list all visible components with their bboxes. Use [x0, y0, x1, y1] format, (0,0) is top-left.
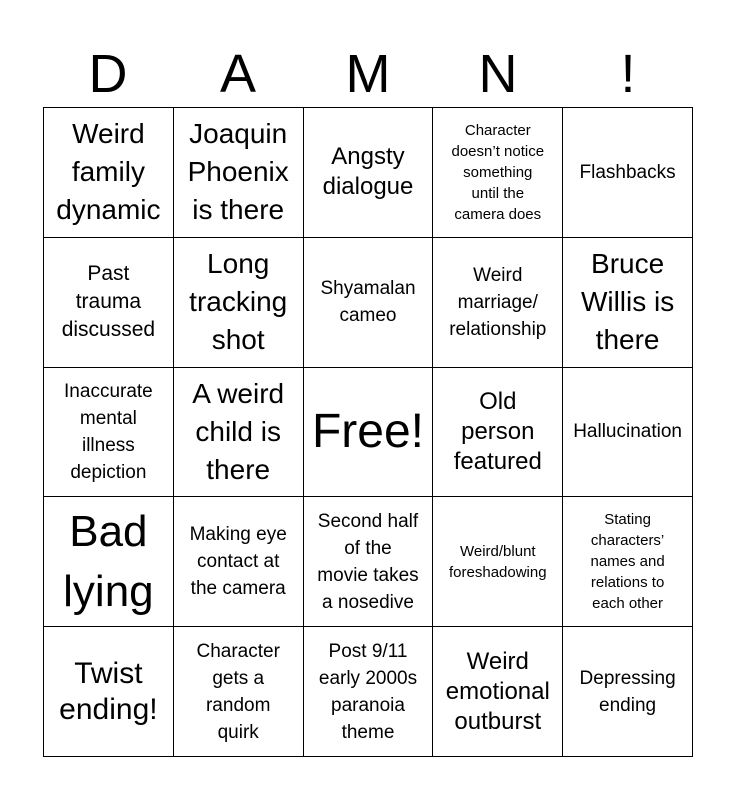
cell-text: Flashbacks [579, 161, 676, 183]
cell-text: Angsty dialogue [322, 143, 414, 201]
cell-text: Making eye contact at the camera [189, 524, 287, 600]
header-letter-exclamation: ! [620, 44, 636, 104]
bingo-cell-free[interactable] [304, 368, 434, 498]
bingo-cell[interactable] [563, 627, 693, 757]
header-letter-m: M [345, 44, 391, 104]
header-letter-n: N [478, 44, 518, 104]
bingo-cell[interactable] [44, 627, 174, 757]
bingo-cell[interactable] [563, 108, 693, 238]
cell-text: A weird child is there [192, 377, 285, 485]
cell-text: Shyamalan cameo [320, 278, 416, 327]
bingo-cell[interactable] [304, 627, 434, 757]
cell-text: Bruce Willis is there [580, 248, 675, 356]
bingo-cell[interactable] [433, 497, 563, 627]
bingo-cell[interactable] [433, 108, 563, 238]
cell-text: Weird/blunt foreshadowing [449, 542, 547, 581]
cell-text: Stating characters’ names and relations to each other [590, 511, 665, 613]
cell-text: Depressing ending [579, 667, 676, 716]
bingo-cell[interactable] [174, 368, 304, 498]
bingo-cell[interactable] [44, 497, 174, 627]
bingo-cell[interactable] [304, 108, 434, 238]
cell-text: Character doesn’t notice something until the camera does [451, 121, 545, 223]
header-letter-a: A [219, 44, 257, 104]
cell-text: Weird emotional outburst [445, 647, 550, 735]
cell-text: Long tracking shot [189, 248, 288, 356]
bingo-cell[interactable] [433, 627, 563, 757]
cell-text: Inaccurate mental illness depiction [64, 380, 153, 483]
bingo-cell[interactable] [174, 627, 304, 757]
cell-text: Old person featured [453, 387, 542, 475]
bingo-cell[interactable] [174, 108, 304, 238]
bingo-cell[interactable] [174, 497, 304, 627]
bingo-cell[interactable] [304, 497, 434, 627]
cell-text: Character gets a random quirk [196, 640, 280, 743]
cell-text: Weird marriage/ relationship [449, 264, 547, 340]
cell-text: Bad lying [63, 506, 154, 616]
bingo-cell[interactable] [433, 238, 563, 368]
cell-text: Second half of the movie takes a nosedive [317, 510, 419, 613]
bingo-cell[interactable] [44, 238, 174, 368]
cell-text: Twist ending! [59, 656, 158, 726]
bingo-cell[interactable] [44, 108, 174, 238]
bingo-cell[interactable] [433, 368, 563, 498]
cell-text: Joaquin Phoenix is there [187, 118, 289, 226]
cell-text: Post 9/11 early 2000s paranoia theme [318, 640, 418, 743]
free-space-text: Free! [311, 404, 424, 458]
cell-text: Weird family dynamic [56, 118, 161, 226]
bingo-cell[interactable] [563, 497, 693, 627]
bingo-cell[interactable] [563, 368, 693, 498]
cell-text: Past trauma discussed [61, 262, 156, 342]
bingo-cell[interactable] [174, 238, 304, 368]
bingo-header [43, 40, 693, 108]
cell-text: Hallucination [573, 421, 682, 443]
header-letter-d: D [88, 44, 128, 104]
bingo-cell[interactable] [563, 238, 693, 368]
bingo-cell[interactable] [44, 368, 174, 498]
bingo-cell[interactable] [304, 238, 434, 368]
bingo-card-grid [43, 107, 693, 757]
